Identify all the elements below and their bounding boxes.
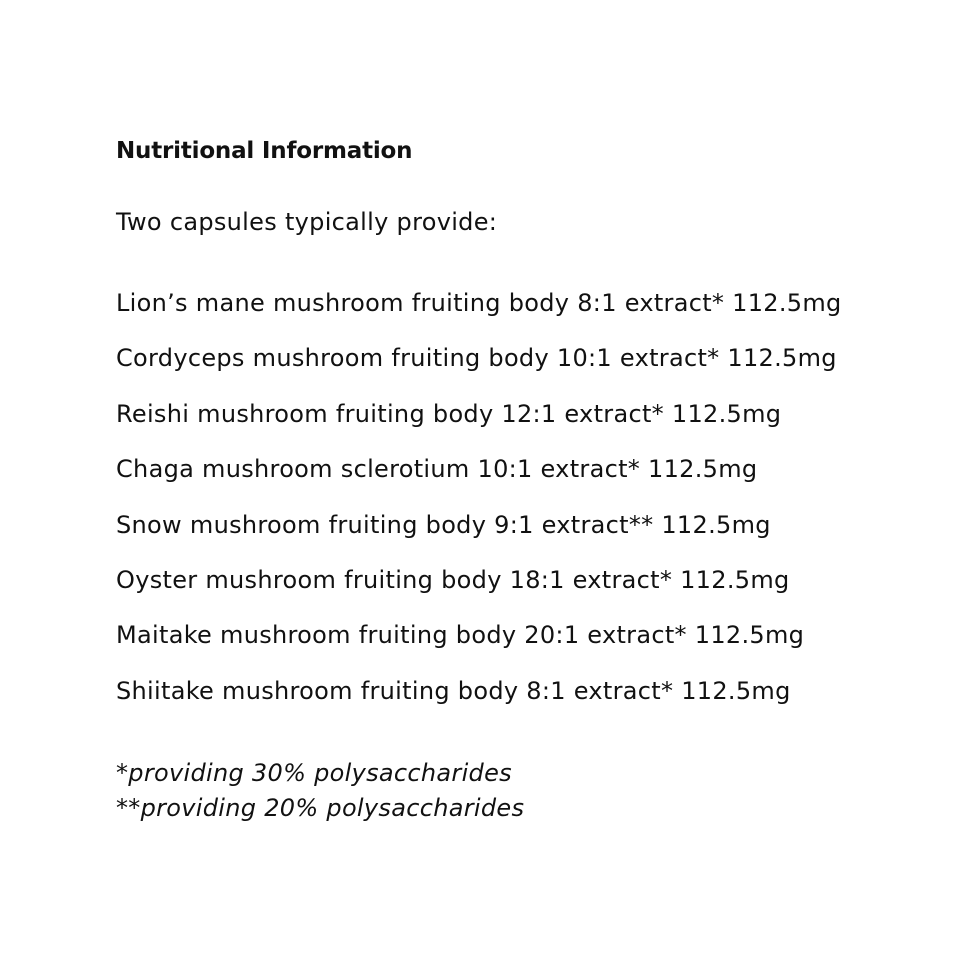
ingredient-item-oyster: Oyster mushroom fruiting body 18:1 extract* 112.5mg — [116, 565, 790, 594]
ingredient-item-maitake: Maitake mushroom fruiting body 20:1 extract* 112.5mg — [116, 621, 805, 650]
ingredient-list — [116, 288, 842, 731]
ingredient-item-shiitake: Shiitake mushroom fruiting body 8:1 extract* 112.5mg — [116, 676, 791, 705]
ingredient-item-cordyceps: Cordyceps mushroom fruiting body 10:1 extract* 112.5mg — [116, 344, 837, 373]
nutrition-panel — [116, 0, 920, 960]
footnotes — [116, 756, 524, 826]
ingredient-item-lions-mane: Lion’s mane mushroom fruiting body 8:1 extract* 112.5mg — [116, 289, 842, 317]
ingredient-item-reishi: Reishi mushroom fruiting body 12:1 extract* 112.5mg — [116, 399, 782, 428]
page-title: Nutritional Information — [116, 138, 413, 164]
ingredient-item-chaga: Chaga mushroom sclerotium 10:1 extract* 112.5mg — [116, 455, 758, 484]
footnote-single-asterisk: *providing 30% polysaccharides — [116, 759, 512, 787]
intro-text: Two capsules typically provide: — [116, 208, 498, 236]
footnote-double-asterisk: **providing 20% polysaccharides — [116, 794, 525, 822]
ingredient-item-snow: Snow mushroom fruiting body 9:1 extract** 112.5mg — [116, 510, 771, 539]
